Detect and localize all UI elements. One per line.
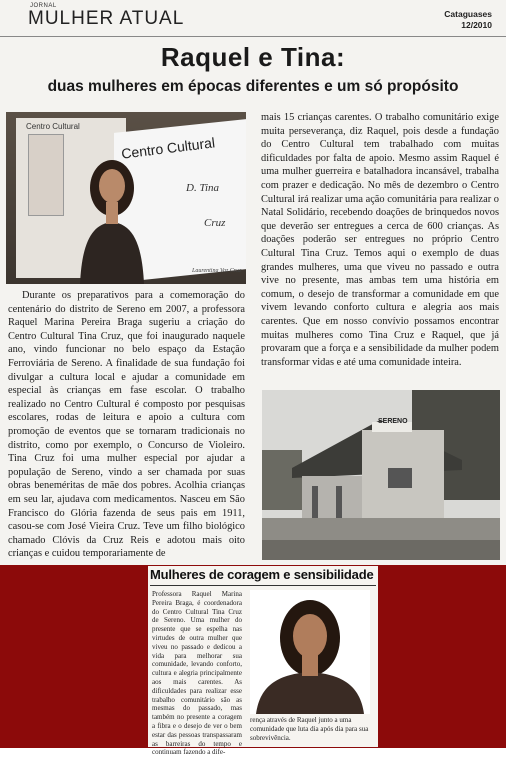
sidebar-photo-caption: rença através de Raquel junto a uma comunidade que luta dia após dia para sua sobrevivência. <box>250 716 369 742</box>
woman-figure <box>66 152 158 284</box>
photo-banner-small: Laurentina Vaz Cruz <box>192 268 242 274</box>
article-column-2: mais 15 crianças carentes. O trabalho comunitário exige muita perseverança, diz Raquel, pois desde a fundação do Centro Cultural tem trabalhado com muitas dificuldades por falta de apoio. Mesmo assim Raquel é uma mulher guerreira e batalhadora incansável, trabalha com prazer e dedicação. No mês de dezembro o Centro Cultural irá realizar uma ação comunitária para realizar o Natal Solidário, recebendo doações de brinquedos novos que deverão ser entregues a cerca de 600 crianças. As doações poderão ser entregues no próprio Centro Cultural Tina Cruz. Temos aqui o exemplo de duas grandes mulheres, uma que viveu no passado e outra vive no presente, mas ambas tem uma história em comum, o desejo de transformar a comunidade em que vivem levando conforto cultura e alegria aos mais carentes. Que em nosso convívio possamos encontrar muitas mulheres como Tina Cruz e Raquel, que já provaram que a força e a sensibilidade da mulher podem transformar vidas e até uma comunidade inteira. <box>261 112 499 368</box>
masthead-kicker: JORNAL <box>30 3 57 9</box>
masthead-issue-date: 12/2010 <box>461 20 492 30</box>
masthead-brand: MULHER ATUAL <box>28 8 185 29</box>
photo-poster <box>28 134 64 216</box>
photo-sign-left: Centro Cultural <box>26 122 80 131</box>
photo-sereno-station <box>262 390 500 560</box>
photo-banner-name-line2: Cruz <box>204 217 226 229</box>
sidebar-photo <box>250 590 370 714</box>
masthead-city: Cataguases <box>444 9 492 19</box>
article-subheadline: duas mulheres em épocas diferentes e um só propósito <box>47 78 459 95</box>
sidebar-rule <box>150 585 376 586</box>
station-sign: SERENO <box>378 418 408 425</box>
masthead <box>0 0 506 37</box>
photo-banner-name-line1: D. Tina <box>186 182 220 194</box>
sidebar-text: Professora Raquel Marina Pereira Braga, é coordenadora do Centro Cultural Tina Cruz de Sereno. Uma mulher do presente que se espelha nas virtudes de outra mulher que viveu no passado e dedicou a vida para melhorar sua comunidade, levando conforto, cultura e alegria principalmente aos mais carentes. As dificuldades para realizar esse trabalho comunitário são as mesmas do passado, mas também no presente a coragem a fibra e o desejo de ver o bem estar das pessoas transpassaram as barreiras do tempo e continuam fazendo a dife- <box>152 590 242 757</box>
sidebar-title: Mulheres de coragem e sensibilidade <box>150 567 374 582</box>
photo-cultural-center <box>6 112 246 284</box>
article-column-1: Durante os preparativos para a comemoração do centenário do distrito de Sereno em 2007, a professora Raquel Marina Pereira Braga sugeriu a criação do Centro Cultural Tina Cruz, que foi inaugurado naquele ano, vindo funcionar no belo espaço da Estação Ferroviária de Sereno. A finalidade de sua fundação foi divulgar a cultura local e ajudar a comunidade em especial às crianças em fase escolar. O trabalho realizado no Centro Cultural é composto por pesquisas escolares, rodas de leitura e apoio a cultura com promoção de eventos que se tornaram tradicionais no distrito, como por exemplo, o Concurso de Violeiro. Tina Cruz foi uma mulher especial por ajudar a população de Sereno, vindo a ser chamada por suas obras beneméritas de mãe dos pobres. Acolhia crianças em seu lar, ajudava com medicamentos. Nasceu em São Francisco do Glória fazenda de seus pais em 1911, casou-se com José Vieira Cruz. Teve um filho biológico chamado Clóvis da Cruz Reis e adotou mais oito crianças e cuidou temporariamente de <box>8 290 245 560</box>
photo-banner-title: Centro Cultural <box>120 134 216 162</box>
article-headline: Raquel e Tina: <box>160 42 346 72</box>
station-illustration <box>262 390 500 560</box>
sidebar-woman-figure <box>250 590 370 714</box>
